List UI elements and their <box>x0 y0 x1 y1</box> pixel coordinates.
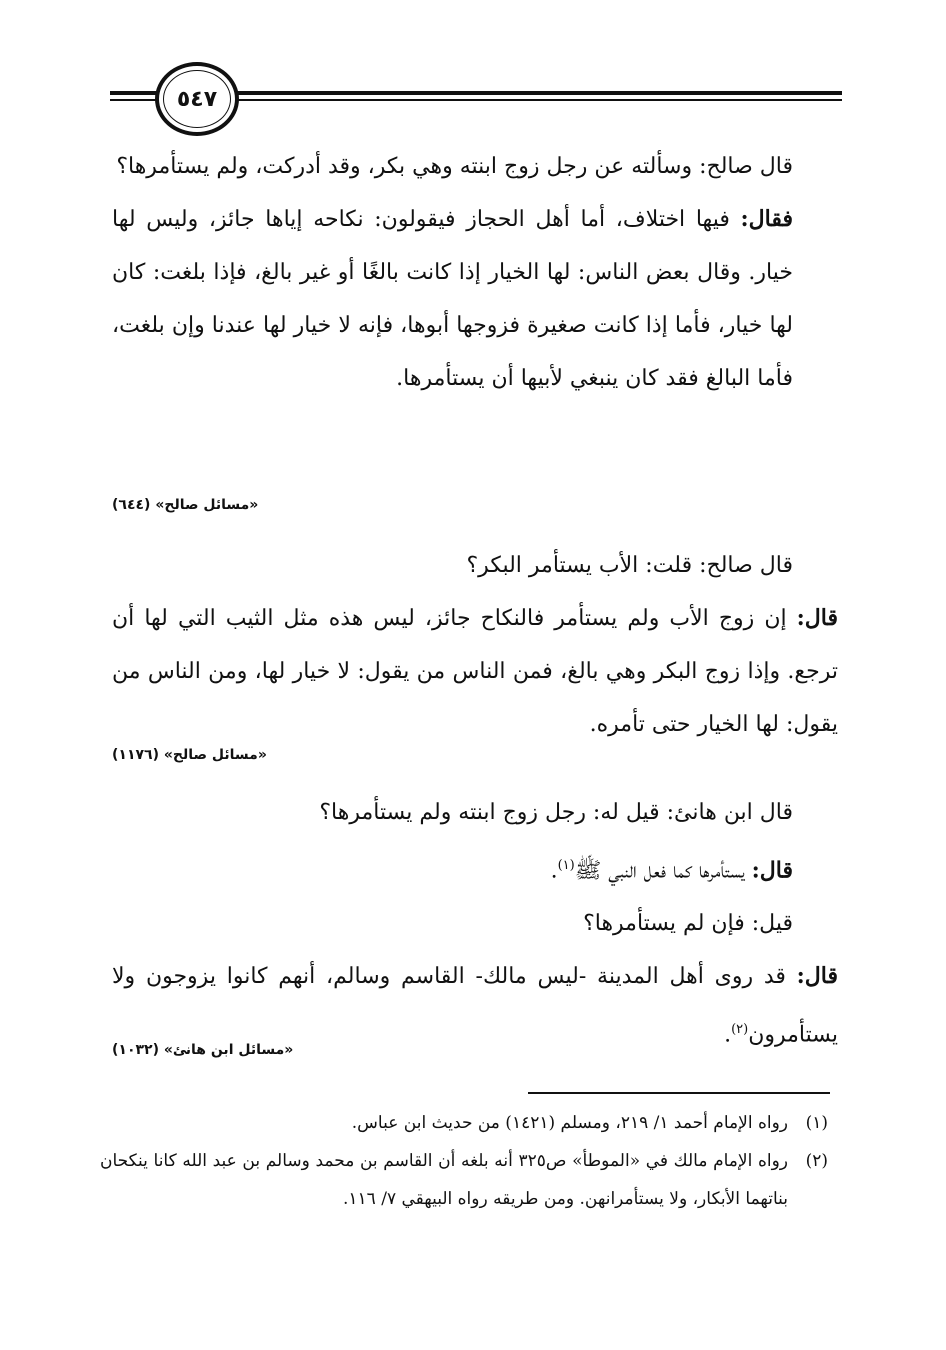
footnote-ref[interactable]: (٢) <box>731 1022 749 1038</box>
footnote-text: رواه الإمام مالك في «الموطأ» ص٣٢٥ أنه بلغه أن القاسم بن محمد وسالم بن عبد الله كانا ينكحان بناتهما الأبكار، ولا يستأمرانهن. ومن طريقه رواه البيهقي ٧/ ١١٦. <box>100 1151 788 1209</box>
footnote-number: (٢) <box>805 1151 828 1171</box>
footnote-number: (١) <box>805 1113 828 1133</box>
paragraph-text: قيل: فإن لم يستأمرها؟ <box>583 911 793 937</box>
paragraph-tail: . <box>724 1022 732 1048</box>
answer-lead: قال: <box>751 857 793 884</box>
question-paragraph <box>112 786 838 839</box>
answer-paragraph <box>112 193 838 405</box>
question-paragraph <box>112 897 838 950</box>
footnote-text: رواه الإمام أحمد ١/ ٢١٩، ومسلم (١٤٢١) من حديث ابن عباس. <box>351 1113 788 1133</box>
section-3 <box>112 786 838 1062</box>
footnotes <box>100 1104 828 1218</box>
answer-lead: قال: <box>796 963 838 990</box>
paragraph-text: إن زوج الأب ولم يستأمر فالنكاح جائز، ليس هذه مثل الثيب التي لها أن ترجع. وإذا زوج البكر وهي بالغ، فمن الناس من يقول: لا خيار لها، ومن الناس من يقول: لها الخيار حتى تأمره. <box>112 606 838 737</box>
question-paragraph <box>112 140 838 193</box>
answer-paragraph <box>112 839 838 897</box>
source-citation: «مسائل ابن هانئ» (١٠٣٢) <box>112 1042 294 1058</box>
paragraph-text: فيها اختلاف، أما أهل الحجاز فيقولون: نكاحه إياها جائز، وليس لها خيار. وقال بعض الناس: لها الخيار إذا كانت بالغًا أو غير بالغ، فإذا بلغت: كان لها خيار، فأما إذا كانت صغيرة فزوجها أبوها، فإنه لا خيار لها عندنا وإن بلغت، فأما البالغ فقد كان ينبغي لأبيها أن يستأمرها. <box>112 207 793 391</box>
page-number: ٥٤٧ <box>176 86 218 112</box>
footnote-item <box>100 1142 828 1218</box>
question-paragraph <box>112 539 838 592</box>
paragraph-tail: . <box>550 858 558 884</box>
page-header <box>110 60 842 140</box>
answer-lead: فقال: <box>740 206 793 232</box>
page-number-badge <box>155 62 239 136</box>
footnote-separator <box>528 1092 830 1094</box>
section-2 <box>112 539 838 751</box>
paragraph-text: يستأمرها كما فعل النبي ﷺ <box>574 858 752 884</box>
paragraph-text: قال صالح: وسألته عن رجل زوج ابنته وهي بكر، وقد أدركت، ولم يستأمرها؟ <box>116 154 793 179</box>
footnote-ref[interactable]: (١) <box>557 858 575 873</box>
paragraph-text: قال ابن هانئ: قيل له: رجل زوج ابنته ولم يستأمرها؟ <box>319 800 793 825</box>
paragraph-text: قال صالح: قلت: الأب يستأمر البكر؟ <box>466 553 793 578</box>
footnote-item <box>100 1104 828 1142</box>
source-citation: «مسائل صالح» (٦٤٤) <box>112 497 259 513</box>
source-citation: «مسائل صالح» (١١٧٦) <box>112 747 267 763</box>
section-1 <box>112 140 838 405</box>
answer-paragraph <box>112 592 838 751</box>
answer-lead: قال: <box>796 605 838 631</box>
paragraph-text: قد روى أهل المدينة -ليس مالك- القاسم وسالم، أنهم كانوا يزوجون ولا يستأمرون <box>112 964 838 1048</box>
